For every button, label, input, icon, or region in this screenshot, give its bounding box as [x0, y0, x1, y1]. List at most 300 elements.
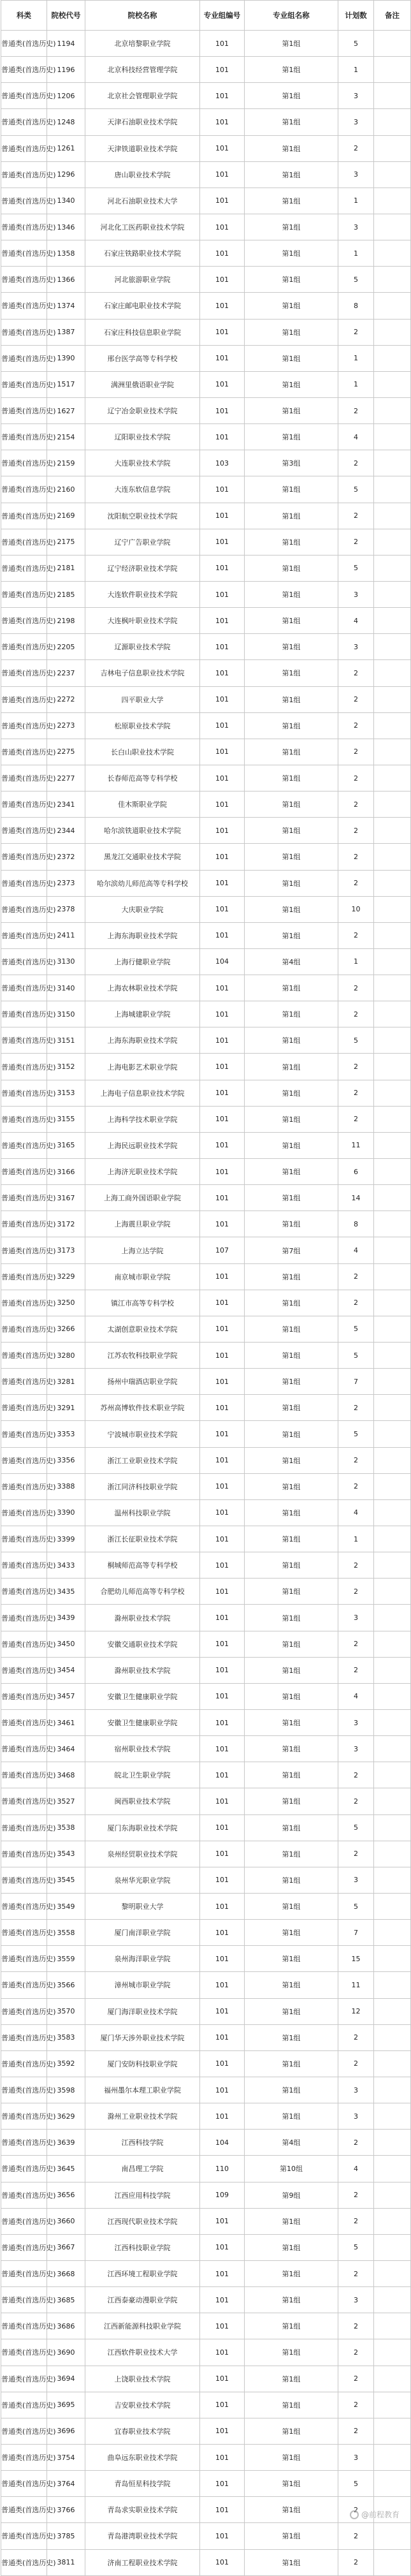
cell-school-name: 苏州高博软件技术职业学院 — [85, 1395, 200, 1421]
cell-group-code: 101 — [200, 1579, 245, 1605]
cell-remarks — [374, 686, 411, 712]
cell-subject-type: 普通类(首选历史) — [1, 2234, 47, 2260]
cell-remarks — [374, 1710, 411, 1736]
cell-school-name: 安徽交通职业技术学院 — [85, 1631, 200, 1657]
cell-school-code: 3754 — [47, 2444, 85, 2470]
cell-plan-count: 2 — [338, 818, 374, 844]
cell-plan-count: 2 — [338, 2497, 374, 2523]
cell-school-name: 满洲里俄语职业学院 — [85, 371, 200, 397]
table-row — [1, 896, 411, 922]
cell-plan-count: 2 — [338, 319, 374, 345]
cell-group-code: 101 — [200, 2287, 245, 2313]
cell-remarks — [374, 319, 411, 345]
cell-plan-count: 2 — [338, 660, 374, 686]
cell-school-name: 厦门东海职业技术学院 — [85, 1814, 200, 1841]
cell-plan-count: 2 — [338, 922, 374, 948]
cell-school-name: 宜春职业技术学院 — [85, 2418, 200, 2444]
cell-subject-type: 普通类(首选历史) — [1, 31, 47, 57]
cell-plan-count: 6 — [338, 1159, 374, 1185]
cell-subject-type: 普通类(首选历史) — [1, 1316, 47, 1342]
cell-group-name: 第1组 — [245, 791, 338, 818]
cell-group-name: 第1组 — [245, 319, 338, 345]
cell-group-name: 第1组 — [245, 1972, 338, 1998]
cell-school-code: 3151 — [47, 1027, 85, 1054]
cell-group-code: 101 — [200, 634, 245, 660]
header-subject-type: 科类 — [1, 1, 47, 31]
table-row — [1, 1106, 411, 1132]
cell-remarks — [374, 1132, 411, 1158]
cell-group-code: 101 — [200, 1841, 245, 1867]
cell-subject-type: 普通类(首选历史) — [1, 1920, 47, 1946]
cell-subject-type: 普通类(首选历史) — [1, 1421, 47, 1447]
cell-school-code: 3353 — [47, 1421, 85, 1447]
cell-plan-count: 2 — [338, 870, 374, 896]
table-row — [1, 712, 411, 739]
cell-school-name: 北京社会管理职业学院 — [85, 83, 200, 109]
cell-group-code: 104 — [200, 948, 245, 975]
cell-subject-type: 普通类(首选历史) — [1, 1972, 47, 1998]
cell-group-name: 第1组 — [245, 2313, 338, 2339]
cell-school-code: 3356 — [47, 1447, 85, 1473]
cell-plan-count: 2 — [338, 450, 374, 476]
cell-school-name: 上海农林职业技术学院 — [85, 975, 200, 1001]
cell-school-name: 上海震旦职业学院 — [85, 1211, 200, 1237]
cell-school-code: 1340 — [47, 188, 85, 214]
cell-school-code: 3660 — [47, 2208, 85, 2234]
cell-group-code: 101 — [200, 345, 245, 371]
cell-group-name: 第1组 — [245, 1946, 338, 1972]
cell-subject-type: 普通类(首选历史) — [1, 1237, 47, 1263]
cell-group-code: 101 — [200, 844, 245, 870]
cell-subject-type: 普通类(首选历史) — [1, 1447, 47, 1473]
cell-group-code: 101 — [200, 1762, 245, 1788]
cell-school-name: 桐城师范高等专科学校 — [85, 1552, 200, 1579]
cell-school-code: 3694 — [47, 2366, 85, 2392]
cell-remarks — [374, 1106, 411, 1132]
cell-plan-count: 10 — [338, 896, 374, 922]
cell-subject-type: 普通类(首选历史) — [1, 1159, 47, 1185]
cell-school-name: 厦门安防科技职业学院 — [85, 2050, 200, 2077]
cell-group-code: 101 — [200, 2523, 245, 2549]
cell-remarks — [374, 2313, 411, 2339]
cell-group-code: 101 — [200, 1106, 245, 1132]
cell-group-code: 101 — [200, 1185, 245, 1211]
cell-group-code: 101 — [200, 1080, 245, 1106]
cell-plan-count: 2 — [338, 529, 374, 555]
cell-group-name: 第1组 — [245, 1867, 338, 1893]
cell-school-name: 泉州海洋职业学院 — [85, 1946, 200, 1972]
cell-remarks — [374, 1447, 411, 1473]
cell-group-code: 101 — [200, 476, 245, 503]
cell-remarks — [374, 2156, 411, 2182]
cell-remarks — [374, 660, 411, 686]
cell-group-code: 101 — [200, 555, 245, 581]
cell-remarks — [374, 293, 411, 319]
cell-group-name: 第1组 — [245, 1814, 338, 1841]
table-row — [1, 2444, 411, 2470]
cell-remarks — [374, 1631, 411, 1657]
cell-school-code: 3388 — [47, 1473, 85, 1499]
cell-plan-count: 3 — [338, 214, 374, 240]
cell-plan-count: 12 — [338, 1998, 374, 2024]
header-remarks: 备注 — [374, 1, 411, 31]
cell-remarks — [374, 109, 411, 135]
cell-school-code: 3250 — [47, 1290, 85, 1316]
cell-group-name: 第7组 — [245, 1237, 338, 1263]
cell-group-name: 第1组 — [245, 1998, 338, 2024]
cell-plan-count: 2 — [338, 1106, 374, 1132]
cell-plan-count: 2 — [338, 1263, 374, 1290]
cell-plan-count: 3 — [338, 1736, 374, 1762]
cell-school-name: 长春师范高等专科学校 — [85, 765, 200, 791]
table-row — [1, 1605, 411, 1631]
table-row — [1, 948, 411, 975]
table-row — [1, 2260, 411, 2286]
cell-plan-count: 2 — [338, 712, 374, 739]
cell-school-name: 济南工程职业技术学院 — [85, 2549, 200, 2575]
cell-group-name: 第3组 — [245, 450, 338, 476]
cell-remarks — [374, 1736, 411, 1762]
cell-group-code: 101 — [200, 870, 245, 896]
table-row — [1, 1132, 411, 1158]
cell-plan-count: 3 — [338, 161, 374, 188]
cell-subject-type: 普通类(首选历史) — [1, 2024, 47, 2050]
cell-group-code: 101 — [200, 2366, 245, 2392]
cell-group-code: 101 — [200, 1867, 245, 1893]
cell-group-name: 第1组 — [245, 1605, 338, 1631]
cell-group-name: 第1组 — [245, 371, 338, 397]
cell-group-name: 第1组 — [245, 1762, 338, 1788]
cell-school-name: 镇江市高等专科学校 — [85, 1290, 200, 1316]
cell-group-code: 101 — [200, 1211, 245, 1237]
cell-group-code: 101 — [200, 31, 245, 57]
cell-school-code: 3266 — [47, 1316, 85, 1342]
cell-remarks — [374, 2077, 411, 2103]
cell-subject-type: 普通类(首选历史) — [1, 267, 47, 293]
cell-group-code: 101 — [200, 1920, 245, 1946]
cell-group-name: 第1组 — [245, 1893, 338, 1919]
cell-subject-type: 普通类(首选历史) — [1, 1080, 47, 1106]
cell-group-name: 第1组 — [245, 2234, 338, 2260]
table-row — [1, 109, 411, 135]
cell-school-code: 3690 — [47, 2339, 85, 2366]
cell-group-code: 101 — [200, 2549, 245, 2575]
cell-group-code: 101 — [200, 1736, 245, 1762]
cell-remarks — [374, 371, 411, 397]
cell-group-code: 101 — [200, 319, 245, 345]
table-row — [1, 1893, 411, 1919]
cell-subject-type: 普通类(首选历史) — [1, 739, 47, 765]
cell-remarks — [374, 608, 411, 634]
cell-plan-count: 3 — [338, 2287, 374, 2313]
cell-plan-count: 2 — [338, 1290, 374, 1316]
table-row — [1, 818, 411, 844]
cell-group-code: 101 — [200, 1290, 245, 1316]
cell-group-name: 第1组 — [245, 2418, 338, 2444]
cell-remarks — [374, 1185, 411, 1211]
cell-remarks — [374, 555, 411, 581]
cell-subject-type: 普通类(首选历史) — [1, 1473, 47, 1499]
cell-school-code: 2181 — [47, 555, 85, 581]
table-body — [1, 31, 411, 2576]
table-row — [1, 1159, 411, 1185]
cell-group-code: 101 — [200, 1027, 245, 1054]
cell-remarks — [374, 1421, 411, 1447]
cell-subject-type: 普通类(首选历史) — [1, 1710, 47, 1736]
cell-group-code: 101 — [200, 2024, 245, 2050]
cell-school-name: 上海东海职业技术学院 — [85, 1027, 200, 1054]
table-row — [1, 2392, 411, 2418]
cell-remarks — [374, 1998, 411, 2024]
table-row — [1, 1473, 411, 1499]
cell-subject-type: 普通类(首选历史) — [1, 2444, 47, 2470]
cell-remarks — [374, 1762, 411, 1788]
cell-subject-type: 普通类(首选历史) — [1, 2208, 47, 2234]
cell-group-code: 101 — [200, 1683, 245, 1709]
table-row — [1, 1343, 411, 1369]
cell-group-code: 101 — [200, 1814, 245, 1841]
cell-group-name: 第1组 — [245, 109, 338, 135]
header-school-code: 院校代号 — [47, 1, 85, 31]
table-row — [1, 2366, 411, 2392]
cell-group-code: 101 — [200, 2392, 245, 2418]
cell-school-code: 3527 — [47, 1788, 85, 1814]
cell-school-name: 太湖创意职业技术学院 — [85, 1316, 200, 1342]
table-row — [1, 2339, 411, 2366]
cell-school-code: 1390 — [47, 345, 85, 371]
cell-remarks — [374, 2260, 411, 2286]
table-header-row — [1, 1, 411, 31]
cell-plan-count: 2 — [338, 1579, 374, 1605]
cell-school-name: 河北旅游职业学院 — [85, 267, 200, 293]
cell-remarks — [374, 844, 411, 870]
cell-school-name: 大连东软信息学院 — [85, 476, 200, 503]
cell-plan-count: 2 — [338, 2549, 374, 2575]
cell-school-code: 2160 — [47, 476, 85, 503]
cell-group-code: 101 — [200, 1657, 245, 1683]
table-row — [1, 371, 411, 397]
cell-school-code: 1517 — [47, 371, 85, 397]
cell-school-code: 3439 — [47, 1605, 85, 1631]
cell-school-name: 福州墨尔本理工职业学院 — [85, 2077, 200, 2103]
cell-subject-type: 普通类(首选历史) — [1, 1106, 47, 1132]
cell-subject-type: 普通类(首选历史) — [1, 2497, 47, 2523]
cell-remarks — [374, 1343, 411, 1369]
cell-plan-count: 1 — [338, 371, 374, 397]
cell-subject-type: 普通类(首选历史) — [1, 1683, 47, 1709]
cell-group-name: 第1组 — [245, 397, 338, 423]
cell-group-name: 第1组 — [245, 1001, 338, 1027]
cell-remarks — [374, 267, 411, 293]
cell-school-name: 南京城市职业学院 — [85, 1263, 200, 1290]
cell-group-code: 101 — [200, 188, 245, 214]
cell-school-code: 2237 — [47, 660, 85, 686]
cell-group-code: 101 — [200, 686, 245, 712]
cell-group-name: 第1组 — [245, 581, 338, 607]
cell-group-name: 第1组 — [245, 922, 338, 948]
cell-school-code: 3435 — [47, 1579, 85, 1605]
cell-school-code: 2169 — [47, 503, 85, 529]
cell-remarks — [374, 2287, 411, 2313]
cell-subject-type: 普通类(首选历史) — [1, 424, 47, 450]
cell-remarks — [374, 948, 411, 975]
cell-group-code: 101 — [200, 135, 245, 161]
table-row — [1, 503, 411, 529]
cell-subject-type: 普通类(首选历史) — [1, 161, 47, 188]
cell-plan-count: 1 — [338, 188, 374, 214]
table-row — [1, 1185, 411, 1211]
cell-group-code: 101 — [200, 1473, 245, 1499]
cell-school-code: 1196 — [47, 57, 85, 83]
cell-school-name: 天津石油职业技术学院 — [85, 109, 200, 135]
cell-school-code: 1194 — [47, 31, 85, 57]
cell-school-name: 安徽卫生健康职业学院 — [85, 1683, 200, 1709]
cell-school-name: 大庆职业学院 — [85, 896, 200, 922]
cell-subject-type: 普通类(首选历史) — [1, 608, 47, 634]
cell-plan-count: 5 — [338, 476, 374, 503]
cell-group-code: 101 — [200, 529, 245, 555]
cell-group-code: 101 — [200, 1343, 245, 1369]
cell-group-code: 110 — [200, 2156, 245, 2182]
table-row — [1, 2130, 411, 2156]
cell-remarks — [374, 2444, 411, 2470]
cell-school-code: 3592 — [47, 2050, 85, 2077]
cell-remarks — [374, 2549, 411, 2575]
cell-remarks — [374, 476, 411, 503]
cell-group-name: 第1组 — [245, 818, 338, 844]
cell-school-code: 3165 — [47, 1132, 85, 1158]
cell-school-name: 吉安职业技术学院 — [85, 2392, 200, 2418]
cell-remarks — [374, 135, 411, 161]
cell-school-name: 上海工商外国语职业学院 — [85, 1185, 200, 1211]
watermark-logo-icon — [350, 2510, 359, 2519]
cell-plan-count: 2 — [338, 2208, 374, 2234]
table-row — [1, 135, 411, 161]
cell-subject-type: 普通类(首选历史) — [1, 686, 47, 712]
cell-group-code: 101 — [200, 1631, 245, 1657]
cell-group-name: 第1组 — [245, 896, 338, 922]
cell-plan-count: 5 — [338, 2234, 374, 2260]
table-row — [1, 2182, 411, 2208]
cell-remarks — [374, 1159, 411, 1185]
cell-plan-count: 1 — [338, 345, 374, 371]
table-row — [1, 870, 411, 896]
cell-group-code: 101 — [200, 214, 245, 240]
cell-remarks — [374, 1579, 411, 1605]
cell-school-code: 1261 — [47, 135, 85, 161]
cell-plan-count: 1 — [338, 1526, 374, 1552]
cell-plan-count: 15 — [338, 1946, 374, 1972]
cell-school-name: 邢台医学高等专科学校 — [85, 345, 200, 371]
cell-remarks — [374, 922, 411, 948]
cell-group-name: 第1组 — [245, 2549, 338, 2575]
cell-subject-type: 普通类(首选历史) — [1, 1343, 47, 1369]
cell-school-name: 辽阳职业技术学院 — [85, 424, 200, 450]
cell-group-name: 第1组 — [245, 503, 338, 529]
cell-school-name: 温州科技职业学院 — [85, 1499, 200, 1526]
cell-school-name: 哈尔滨幼儿师范高等专科学校 — [85, 870, 200, 896]
cell-subject-type: 普通类(首选历史) — [1, 2156, 47, 2182]
cell-school-name: 上海济光职业技术学院 — [85, 1159, 200, 1185]
cell-school-name: 江西现代职业技术学院 — [85, 2208, 200, 2234]
cell-remarks — [374, 31, 411, 57]
cell-remarks — [374, 2130, 411, 2156]
cell-subject-type: 普通类(首选历史) — [1, 1893, 47, 1919]
cell-school-name: 泉州经贸职业技术学院 — [85, 1841, 200, 1867]
table-row — [1, 2234, 411, 2260]
cell-subject-type: 普通类(首选历史) — [1, 188, 47, 214]
cell-school-name: 河北石油职业技术大学 — [85, 188, 200, 214]
table-row — [1, 1080, 411, 1106]
cell-plan-count: 2 — [338, 2024, 374, 2050]
cell-plan-count: 2 — [338, 2339, 374, 2366]
cell-school-name: 浙江长征职业技术学院 — [85, 1526, 200, 1552]
cell-school-code: 3280 — [47, 1343, 85, 1369]
cell-remarks — [374, 1788, 411, 1814]
cell-group-code: 101 — [200, 161, 245, 188]
table-row — [1, 1762, 411, 1788]
cell-school-code: 3130 — [47, 948, 85, 975]
cell-plan-count: 3 — [338, 1867, 374, 1893]
cell-subject-type: 普通类(首选历史) — [1, 712, 47, 739]
table-row — [1, 634, 411, 660]
cell-school-code: 3645 — [47, 2156, 85, 2182]
cell-group-name: 第1组 — [245, 1132, 338, 1158]
cell-remarks — [374, 1920, 411, 1946]
table-row — [1, 1263, 411, 1290]
cell-remarks — [374, 2366, 411, 2392]
cell-group-name: 第1组 — [245, 634, 338, 660]
table-row — [1, 476, 411, 503]
cell-school-code: 3155 — [47, 1106, 85, 1132]
cell-group-name: 第1组 — [245, 686, 338, 712]
cell-remarks — [374, 1369, 411, 1395]
cell-plan-count: 2 — [338, 1788, 374, 1814]
cell-school-code: 3549 — [47, 1893, 85, 1919]
cell-plan-count: 2 — [338, 844, 374, 870]
cell-subject-type: 普通类(首选历史) — [1, 450, 47, 476]
cell-school-code: 2411 — [47, 922, 85, 948]
cell-school-name: 宿州职业技术学院 — [85, 1736, 200, 1762]
cell-plan-count: 4 — [338, 1683, 374, 1709]
cell-remarks — [374, 1054, 411, 1080]
table-row — [1, 791, 411, 818]
cell-subject-type: 普通类(首选历史) — [1, 2182, 47, 2208]
cell-plan-count: 3 — [338, 109, 374, 135]
cell-remarks — [374, 634, 411, 660]
cell-group-name: 第1组 — [245, 1788, 338, 1814]
cell-group-name: 第1组 — [245, 1631, 338, 1657]
cell-group-name: 第1组 — [245, 1447, 338, 1473]
table-row — [1, 83, 411, 109]
table-row — [1, 1054, 411, 1080]
cell-plan-count: 5 — [338, 1027, 374, 1054]
cell-school-code: 3390 — [47, 1499, 85, 1526]
cell-group-name: 第1组 — [245, 1290, 338, 1316]
cell-subject-type: 普通类(首选历史) — [1, 634, 47, 660]
cell-remarks — [374, 397, 411, 423]
cell-group-name: 第1组 — [245, 2103, 338, 2130]
cell-school-name: 安徽卫生健康职业学院 — [85, 1710, 200, 1736]
table-row — [1, 1867, 411, 1893]
cell-subject-type: 普通类(首选历史) — [1, 844, 47, 870]
cell-group-name: 第1组 — [245, 1263, 338, 1290]
table-row — [1, 844, 411, 870]
cell-group-code: 101 — [200, 2497, 245, 2523]
cell-group-name: 第1组 — [245, 2444, 338, 2470]
cell-school-code: 2378 — [47, 896, 85, 922]
cell-group-code: 107 — [200, 1237, 245, 1263]
